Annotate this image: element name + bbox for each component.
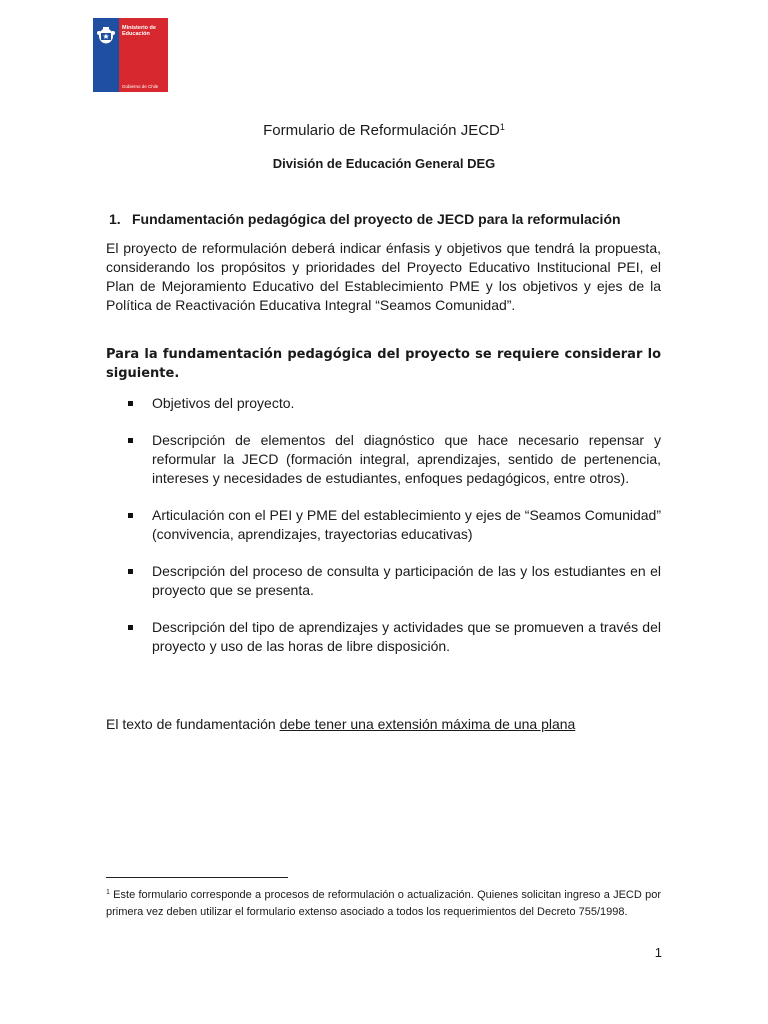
closing-underlined-text: debe tener una extensión máxima de una plana: [279, 716, 576, 732]
list-item: [106, 506, 661, 544]
document-title: [0, 122, 768, 139]
list-item: [106, 431, 661, 488]
section-heading: [109, 211, 621, 227]
document-title-text: Formulario de Reformulación JECD: [263, 122, 500, 139]
document-subtitle: División de Educación General DEG: [272, 156, 496, 171]
title-footnote-ref[interactable]: 1: [499, 122, 505, 132]
closing-prefix: El texto de fundamentación: [106, 716, 280, 732]
square-bullet-icon: [128, 513, 133, 518]
logo-org-line2: Educación: [122, 31, 150, 37]
square-bullet-icon: [128, 625, 133, 630]
square-bullet-icon: [128, 438, 133, 443]
logo-blue-band: [93, 18, 119, 92]
closing-sentence: [106, 716, 575, 732]
logo-gov-line: Gobierno de Chile: [122, 84, 159, 89]
logo-org-line1: Ministerio de: [122, 25, 156, 31]
section-heading-text: Fundamentación pedagógica del proyecto de JECD para la reformulación: [132, 211, 621, 227]
logo-red-band: [119, 18, 168, 92]
square-bullet-icon: [128, 569, 133, 574]
square-bullet-icon: [128, 401, 133, 406]
list-item-text: Descripción de elementos del diagnóstico que hace necesario repensar y reformular la JECD (formación integral, aprendizajes, sentido de pertenencia, intereses y necesidades de estudiantes, enfoques pedagógicos, entre otros).: [152, 432, 661, 486]
list-item: [106, 394, 661, 413]
coat-of-arms-icon: [95, 24, 117, 46]
list-item-text: Descripción del proceso de consulta y participación de las y los estudiantes en el proyecto que se presenta.: [152, 563, 661, 598]
logo-org-name: [122, 25, 156, 37]
page-number: 1: [654, 945, 662, 960]
list-item-text: Articulación con el PEI y PME del establecimiento y ejes de “Seamos Comunidad” (convivencia, aprendizajes, trayectorias educativas): [152, 507, 661, 542]
footnote-text: Este formulario corresponde a procesos de reformulación o actualización. Quienes solicitan ingreso a JECD por primera vez deben utilizar el formulario extenso asociado a todos los requerimientos del Decreto 755/1998.: [106, 889, 661, 918]
footnote-separator: [106, 877, 288, 878]
list-item-text: Descripción del tipo de aprendizajes y actividades que se promueven a través del proyecto y uso de las horas de libre disposición.: [152, 619, 661, 654]
intro-paragraph: El proyecto de reformulación deberá indicar énfasis y objetivos que tendrá la propuesta, considerando los propósitos y prioridades del Proyecto Educativo Institucional PEI, el Plan de Mejoramiento Educativo del Establecimiento PME y los objetivos y ejes de la Política de Reactivación Educativa Integral “Seamos Comunidad”.: [106, 240, 661, 313]
list-item-text: Objetivos del proyecto.: [152, 395, 295, 411]
requirements-lead: Para la fundamentación pedagógica del proyecto se requiere considerar lo siguiente.: [106, 347, 661, 381]
requirements-list: [106, 394, 661, 656]
ministry-logo: [93, 18, 168, 92]
footnote-marker: 1: [106, 889, 110, 896]
footnote: [106, 884, 661, 921]
list-item: [106, 562, 661, 600]
list-item: [106, 618, 661, 656]
section-number: 1.: [109, 211, 121, 227]
